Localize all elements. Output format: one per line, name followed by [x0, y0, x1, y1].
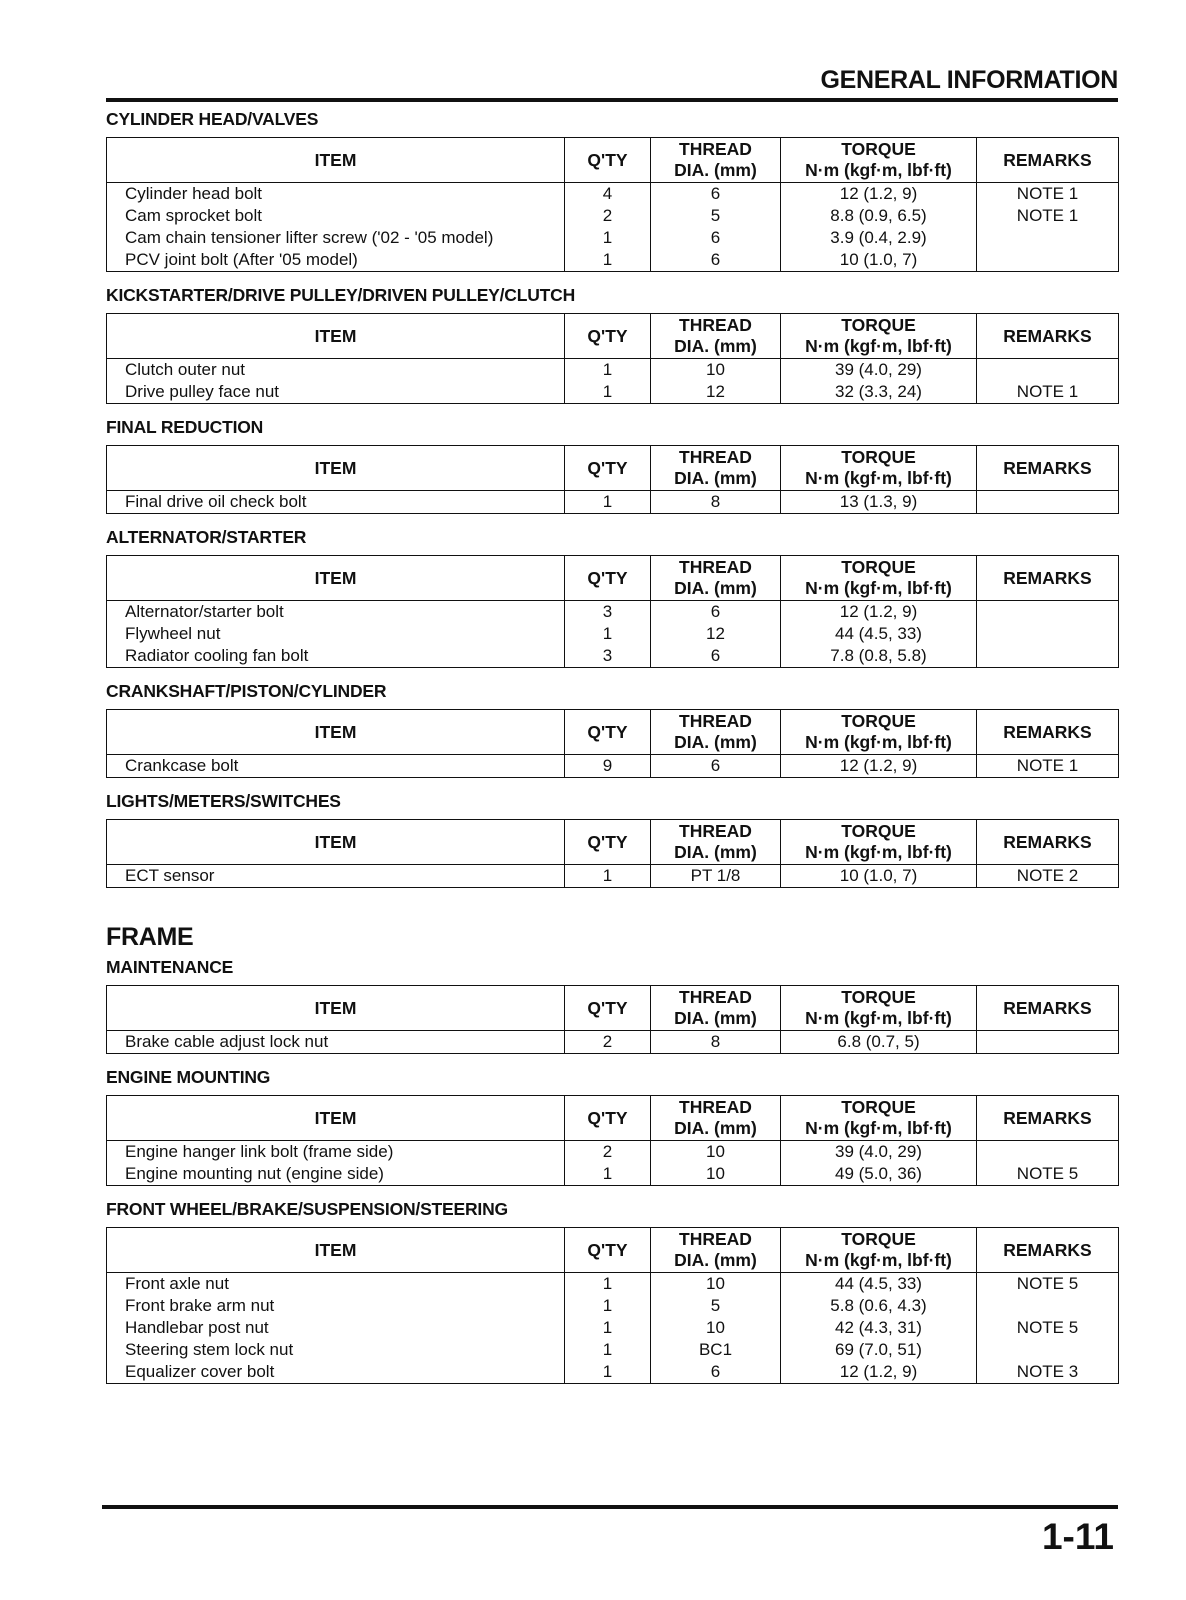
column-header-item: ITEM — [107, 820, 565, 865]
cell-qty: 4 — [565, 183, 651, 206]
table-row — [107, 1163, 1119, 1186]
column-header-torque-line2: N·m (kgf·m, lbf·ft) — [805, 160, 952, 180]
column-header-item: ITEM — [107, 556, 565, 601]
cell-item: Handlebar post nut — [107, 1317, 565, 1339]
section-title: CRANKSHAFT/PISTON/CYLINDER — [106, 681, 387, 701]
cell-item: Cam chain tensioner lifter screw ('02 - '05 model) — [107, 227, 565, 249]
column-header-thread — [651, 986, 781, 1031]
cell-item: Drive pulley face nut — [107, 381, 565, 404]
column-header-torque-line2: N·m (kgf·m, lbf·ft) — [805, 1118, 952, 1138]
column-header-thread-line1: THREAD — [679, 557, 752, 577]
cell-qty: 1 — [565, 1163, 651, 1186]
cell-remarks — [977, 359, 1119, 382]
torque-section — [106, 956, 1118, 1054]
column-header-thread — [651, 446, 781, 491]
cell-remarks: NOTE 1 — [977, 205, 1119, 227]
cell-thread: 6 — [651, 645, 781, 668]
column-header-torque-line1: TORQUE — [841, 821, 916, 841]
column-header-thread-line2: DIA. (mm) — [674, 1008, 757, 1028]
cell-remarks — [977, 1295, 1119, 1317]
cell-qty: 1 — [565, 865, 651, 888]
column-header-thread-line2: DIA. (mm) — [674, 336, 757, 356]
column-header-thread — [651, 314, 781, 359]
column-header-torque — [781, 820, 977, 865]
section-title: LIGHTS/METERS/SWITCHES — [106, 791, 341, 811]
cell-thread: 5 — [651, 205, 781, 227]
cell-item: Equalizer cover bolt — [107, 1361, 565, 1384]
cell-torque: 13 (1.3, 9) — [781, 491, 977, 514]
column-header-torque-line1: TORQUE — [841, 139, 916, 159]
torque-table — [106, 313, 1119, 404]
cell-thread: 10 — [651, 1163, 781, 1186]
cell-item: Engine hanger link bolt (frame side) — [107, 1141, 565, 1164]
column-header-torque-line2: N·m (kgf·m, lbf·ft) — [805, 578, 952, 598]
cell-qty: 1 — [565, 1317, 651, 1339]
cell-thread: BC1 — [651, 1339, 781, 1361]
table-row — [107, 381, 1119, 404]
column-header-remarks: REMARKS — [977, 710, 1119, 755]
column-header-qty: Q'TY — [565, 986, 651, 1031]
cell-item: Engine mounting nut (engine side) — [107, 1163, 565, 1186]
table-header-row — [107, 138, 1119, 183]
cell-remarks — [977, 1031, 1119, 1054]
cell-thread: 6 — [651, 249, 781, 272]
section-title: ALTERNATOR/STARTER — [106, 527, 307, 547]
column-header-item: ITEM — [107, 1228, 565, 1273]
table-row — [107, 623, 1119, 645]
cell-remarks — [977, 227, 1119, 249]
column-header-torque-line2: N·m (kgf·m, lbf·ft) — [805, 842, 952, 862]
cell-torque: 12 (1.2, 9) — [781, 183, 977, 206]
torque-table — [106, 137, 1119, 272]
column-header-torque — [781, 138, 977, 183]
column-header-thread-line1: THREAD — [679, 821, 752, 841]
section-title: CYLINDER HEAD/VALVES — [106, 109, 319, 129]
column-header-remarks: REMARKS — [977, 820, 1119, 865]
column-header-remarks: REMARKS — [977, 986, 1119, 1031]
cell-qty: 1 — [565, 1273, 651, 1296]
column-header-thread-line1: THREAD — [679, 1097, 752, 1117]
cell-remarks — [977, 1339, 1119, 1361]
section-title: ENGINE MOUNTING — [106, 1067, 271, 1087]
table-row — [107, 183, 1119, 206]
cell-qty: 1 — [565, 359, 651, 382]
column-header-torque-line2: N·m (kgf·m, lbf·ft) — [805, 1008, 952, 1028]
table-header-row — [107, 986, 1119, 1031]
cell-torque: 39 (4.0, 29) — [781, 1141, 977, 1164]
cell-torque: 44 (4.5, 33) — [781, 623, 977, 645]
cell-torque: 8.8 (0.9, 6.5) — [781, 205, 977, 227]
header-rule — [106, 98, 1118, 102]
column-header-thread — [651, 138, 781, 183]
table-header-row — [107, 1228, 1119, 1273]
cell-item: Cylinder head bolt — [107, 183, 565, 206]
cell-torque: 69 (7.0, 51) — [781, 1339, 977, 1361]
column-header-torque — [781, 1228, 977, 1273]
torque-table — [106, 985, 1119, 1054]
table-row — [107, 205, 1119, 227]
column-header-thread — [651, 1228, 781, 1273]
column-header-thread-line1: THREAD — [679, 139, 752, 159]
cell-item: Final drive oil check bolt — [107, 491, 565, 514]
cell-torque: 49 (5.0, 36) — [781, 1163, 977, 1186]
page-header-title: GENERAL INFORMATION — [820, 66, 1118, 94]
torque-table — [106, 555, 1119, 668]
column-header-torque-line2: N·m (kgf·m, lbf·ft) — [805, 1250, 952, 1270]
table-row — [107, 227, 1119, 249]
cell-remarks — [977, 623, 1119, 645]
column-header-thread-line2: DIA. (mm) — [674, 1250, 757, 1270]
cell-remarks: NOTE 1 — [977, 183, 1119, 206]
cell-torque: 6.8 (0.7, 5) — [781, 1031, 977, 1054]
cell-item: Flywheel nut — [107, 623, 565, 645]
column-header-torque-line1: TORQUE — [841, 315, 916, 335]
cell-thread: 8 — [651, 491, 781, 514]
footer-rule — [102, 1505, 1118, 1509]
cell-torque: 3.9 (0.4, 2.9) — [781, 227, 977, 249]
cell-qty: 1 — [565, 1295, 651, 1317]
column-header-thread-line2: DIA. (mm) — [674, 732, 757, 752]
cell-item: Cam sprocket bolt — [107, 205, 565, 227]
cell-thread: 6 — [651, 183, 781, 206]
cell-thread: 10 — [651, 1141, 781, 1164]
column-header-qty: Q'TY — [565, 138, 651, 183]
column-header-remarks: REMARKS — [977, 1228, 1119, 1273]
torque-table — [106, 819, 1119, 888]
cell-item: Clutch outer nut — [107, 359, 565, 382]
column-header-thread-line1: THREAD — [679, 987, 752, 1007]
column-header-item: ITEM — [107, 710, 565, 755]
cell-qty: 1 — [565, 1339, 651, 1361]
cell-remarks — [977, 491, 1119, 514]
column-header-thread-line2: DIA. (mm) — [674, 468, 757, 488]
cell-thread: 6 — [651, 755, 781, 778]
table-row — [107, 1141, 1119, 1164]
column-header-torque-line2: N·m (kgf·m, lbf·ft) — [805, 732, 952, 752]
document-body — [106, 108, 1118, 1396]
column-header-remarks: REMARKS — [977, 314, 1119, 359]
column-header-torque — [781, 556, 977, 601]
cell-item: Alternator/starter bolt — [107, 601, 565, 624]
torque-table — [106, 1227, 1119, 1384]
cell-thread: 10 — [651, 359, 781, 382]
column-header-thread-line1: THREAD — [679, 447, 752, 467]
cell-thread: 10 — [651, 1273, 781, 1296]
column-header-qty: Q'TY — [565, 1228, 651, 1273]
column-header-qty: Q'TY — [565, 820, 651, 865]
cell-torque: 12 (1.2, 9) — [781, 1361, 977, 1384]
cell-thread: PT 1/8 — [651, 865, 781, 888]
column-header-thread — [651, 710, 781, 755]
torque-table — [106, 709, 1119, 778]
torque-section — [106, 790, 1118, 888]
column-header-torque-line1: TORQUE — [841, 557, 916, 577]
frame-sections — [106, 956, 1118, 1384]
cell-item: Crankcase bolt — [107, 755, 565, 778]
column-header-thread-line2: DIA. (mm) — [674, 1118, 757, 1138]
cell-qty: 3 — [565, 601, 651, 624]
cell-item: Radiator cooling fan bolt — [107, 645, 565, 668]
table-row — [107, 1339, 1119, 1361]
column-header-thread — [651, 556, 781, 601]
cell-torque: 12 (1.2, 9) — [781, 755, 977, 778]
cell-thread: 12 — [651, 381, 781, 404]
page-number: 1-11 — [1041, 1516, 1114, 1557]
table-header-row — [107, 820, 1119, 865]
column-header-qty: Q'TY — [565, 556, 651, 601]
column-header-item: ITEM — [107, 314, 565, 359]
column-header-torque-line1: TORQUE — [841, 711, 916, 731]
column-header-remarks: REMARKS — [977, 446, 1119, 491]
cell-torque: 39 (4.0, 29) — [781, 359, 977, 382]
cell-qty: 1 — [565, 249, 651, 272]
cell-remarks: NOTE 3 — [977, 1361, 1119, 1384]
cell-thread: 6 — [651, 1361, 781, 1384]
cell-thread: 8 — [651, 1031, 781, 1054]
column-header-torque — [781, 314, 977, 359]
column-header-item: ITEM — [107, 446, 565, 491]
column-header-thread-line2: DIA. (mm) — [674, 578, 757, 598]
column-header-torque-line1: TORQUE — [841, 1229, 916, 1249]
cell-item: PCV joint bolt (After '05 model) — [107, 249, 565, 272]
cell-item: Front brake arm nut — [107, 1295, 565, 1317]
column-header-item: ITEM — [107, 138, 565, 183]
table-row — [107, 865, 1119, 888]
table-header-row — [107, 1096, 1119, 1141]
cell-torque: 5.8 (0.6, 4.3) — [781, 1295, 977, 1317]
cell-remarks: NOTE 5 — [977, 1317, 1119, 1339]
torque-table — [106, 1095, 1119, 1186]
column-header-thread-line1: THREAD — [679, 315, 752, 335]
cell-qty: 2 — [565, 1031, 651, 1054]
cell-remarks: NOTE 1 — [977, 381, 1119, 404]
cell-torque: 10 (1.0, 7) — [781, 865, 977, 888]
cell-qty: 2 — [565, 1141, 651, 1164]
cell-remarks: NOTE 5 — [977, 1163, 1119, 1186]
column-header-thread — [651, 1096, 781, 1141]
table-row — [107, 359, 1119, 382]
cell-qty: 1 — [565, 1361, 651, 1384]
table-row — [107, 249, 1119, 272]
table-row — [107, 1317, 1119, 1339]
cell-remarks — [977, 1141, 1119, 1164]
column-header-torque-line1: TORQUE — [841, 987, 916, 1007]
table-row — [107, 645, 1119, 668]
section-title: KICKSTARTER/DRIVE PULLEY/DRIVEN PULLEY/CLUTCH — [106, 285, 576, 305]
cell-remarks — [977, 249, 1119, 272]
torque-section — [106, 1066, 1118, 1186]
column-header-qty: Q'TY — [565, 1096, 651, 1141]
section-title: MAINTENANCE — [106, 957, 234, 977]
column-header-torque-line2: N·m (kgf·m, lbf·ft) — [805, 468, 952, 488]
table-row — [107, 1273, 1119, 1296]
cell-torque: 44 (4.5, 33) — [781, 1273, 977, 1296]
table-header-row — [107, 710, 1119, 755]
table-header-row — [107, 556, 1119, 601]
column-header-item: ITEM — [107, 1096, 565, 1141]
cell-qty: 1 — [565, 491, 651, 514]
cell-remarks: NOTE 5 — [977, 1273, 1119, 1296]
table-row — [107, 1031, 1119, 1054]
section-title: FRONT WHEEL/BRAKE/SUSPENSION/STEERING — [106, 1199, 508, 1219]
cell-thread: 12 — [651, 623, 781, 645]
cell-remarks — [977, 645, 1119, 668]
column-header-thread — [651, 820, 781, 865]
cell-torque: 7.8 (0.8, 5.8) — [781, 645, 977, 668]
column-header-qty: Q'TY — [565, 446, 651, 491]
column-header-torque — [781, 446, 977, 491]
torque-section — [106, 284, 1118, 404]
cell-remarks: NOTE 1 — [977, 755, 1119, 778]
cell-thread: 10 — [651, 1317, 781, 1339]
torque-section — [106, 680, 1118, 778]
column-header-item: ITEM — [107, 986, 565, 1031]
cell-item: ECT sensor — [107, 865, 565, 888]
cell-item: Brake cable adjust lock nut — [107, 1031, 565, 1054]
cell-qty: 3 — [565, 645, 651, 668]
cell-qty: 1 — [565, 381, 651, 404]
column-header-qty: Q'TY — [565, 314, 651, 359]
cell-thread: 5 — [651, 1295, 781, 1317]
cell-qty: 9 — [565, 755, 651, 778]
cell-item: Front axle nut — [107, 1273, 565, 1296]
torque-section — [106, 1198, 1118, 1384]
cell-torque: 12 (1.2, 9) — [781, 601, 977, 624]
column-header-torque — [781, 710, 977, 755]
torque-table — [106, 445, 1119, 514]
column-header-torque-line2: N·m (kgf·m, lbf·ft) — [805, 336, 952, 356]
cell-remarks — [977, 601, 1119, 624]
table-header-row — [107, 314, 1119, 359]
column-header-torque — [781, 1096, 977, 1141]
column-header-qty: Q'TY — [565, 710, 651, 755]
engine-sections — [106, 108, 1118, 888]
column-header-remarks: REMARKS — [977, 556, 1119, 601]
column-header-remarks: REMARKS — [977, 138, 1119, 183]
cell-torque: 10 (1.0, 7) — [781, 249, 977, 272]
cell-item: Steering stem lock nut — [107, 1339, 565, 1361]
column-header-thread-line2: DIA. (mm) — [674, 160, 757, 180]
table-row — [107, 1295, 1119, 1317]
table-header-row — [107, 446, 1119, 491]
cell-thread: 6 — [651, 601, 781, 624]
column-header-torque-line1: TORQUE — [841, 447, 916, 467]
table-row — [107, 1361, 1119, 1384]
frame-group-title: FRAME — [106, 923, 194, 951]
column-header-thread-line1: THREAD — [679, 711, 752, 731]
torque-section — [106, 416, 1118, 514]
cell-qty: 2 — [565, 205, 651, 227]
column-header-thread-line1: THREAD — [679, 1229, 752, 1249]
torque-section — [106, 526, 1118, 668]
cell-qty: 1 — [565, 227, 651, 249]
cell-torque: 32 (3.3, 24) — [781, 381, 977, 404]
section-title: FINAL REDUCTION — [106, 417, 264, 437]
column-header-torque-line1: TORQUE — [841, 1097, 916, 1117]
cell-thread: 6 — [651, 227, 781, 249]
column-header-thread-line2: DIA. (mm) — [674, 842, 757, 862]
table-row — [107, 755, 1119, 778]
column-header-remarks: REMARKS — [977, 1096, 1119, 1141]
cell-torque: 42 (4.3, 31) — [781, 1317, 977, 1339]
cell-qty: 1 — [565, 623, 651, 645]
table-row — [107, 601, 1119, 624]
cell-remarks: NOTE 2 — [977, 865, 1119, 888]
torque-section — [106, 108, 1118, 272]
table-row — [107, 491, 1119, 514]
column-header-torque — [781, 986, 977, 1031]
